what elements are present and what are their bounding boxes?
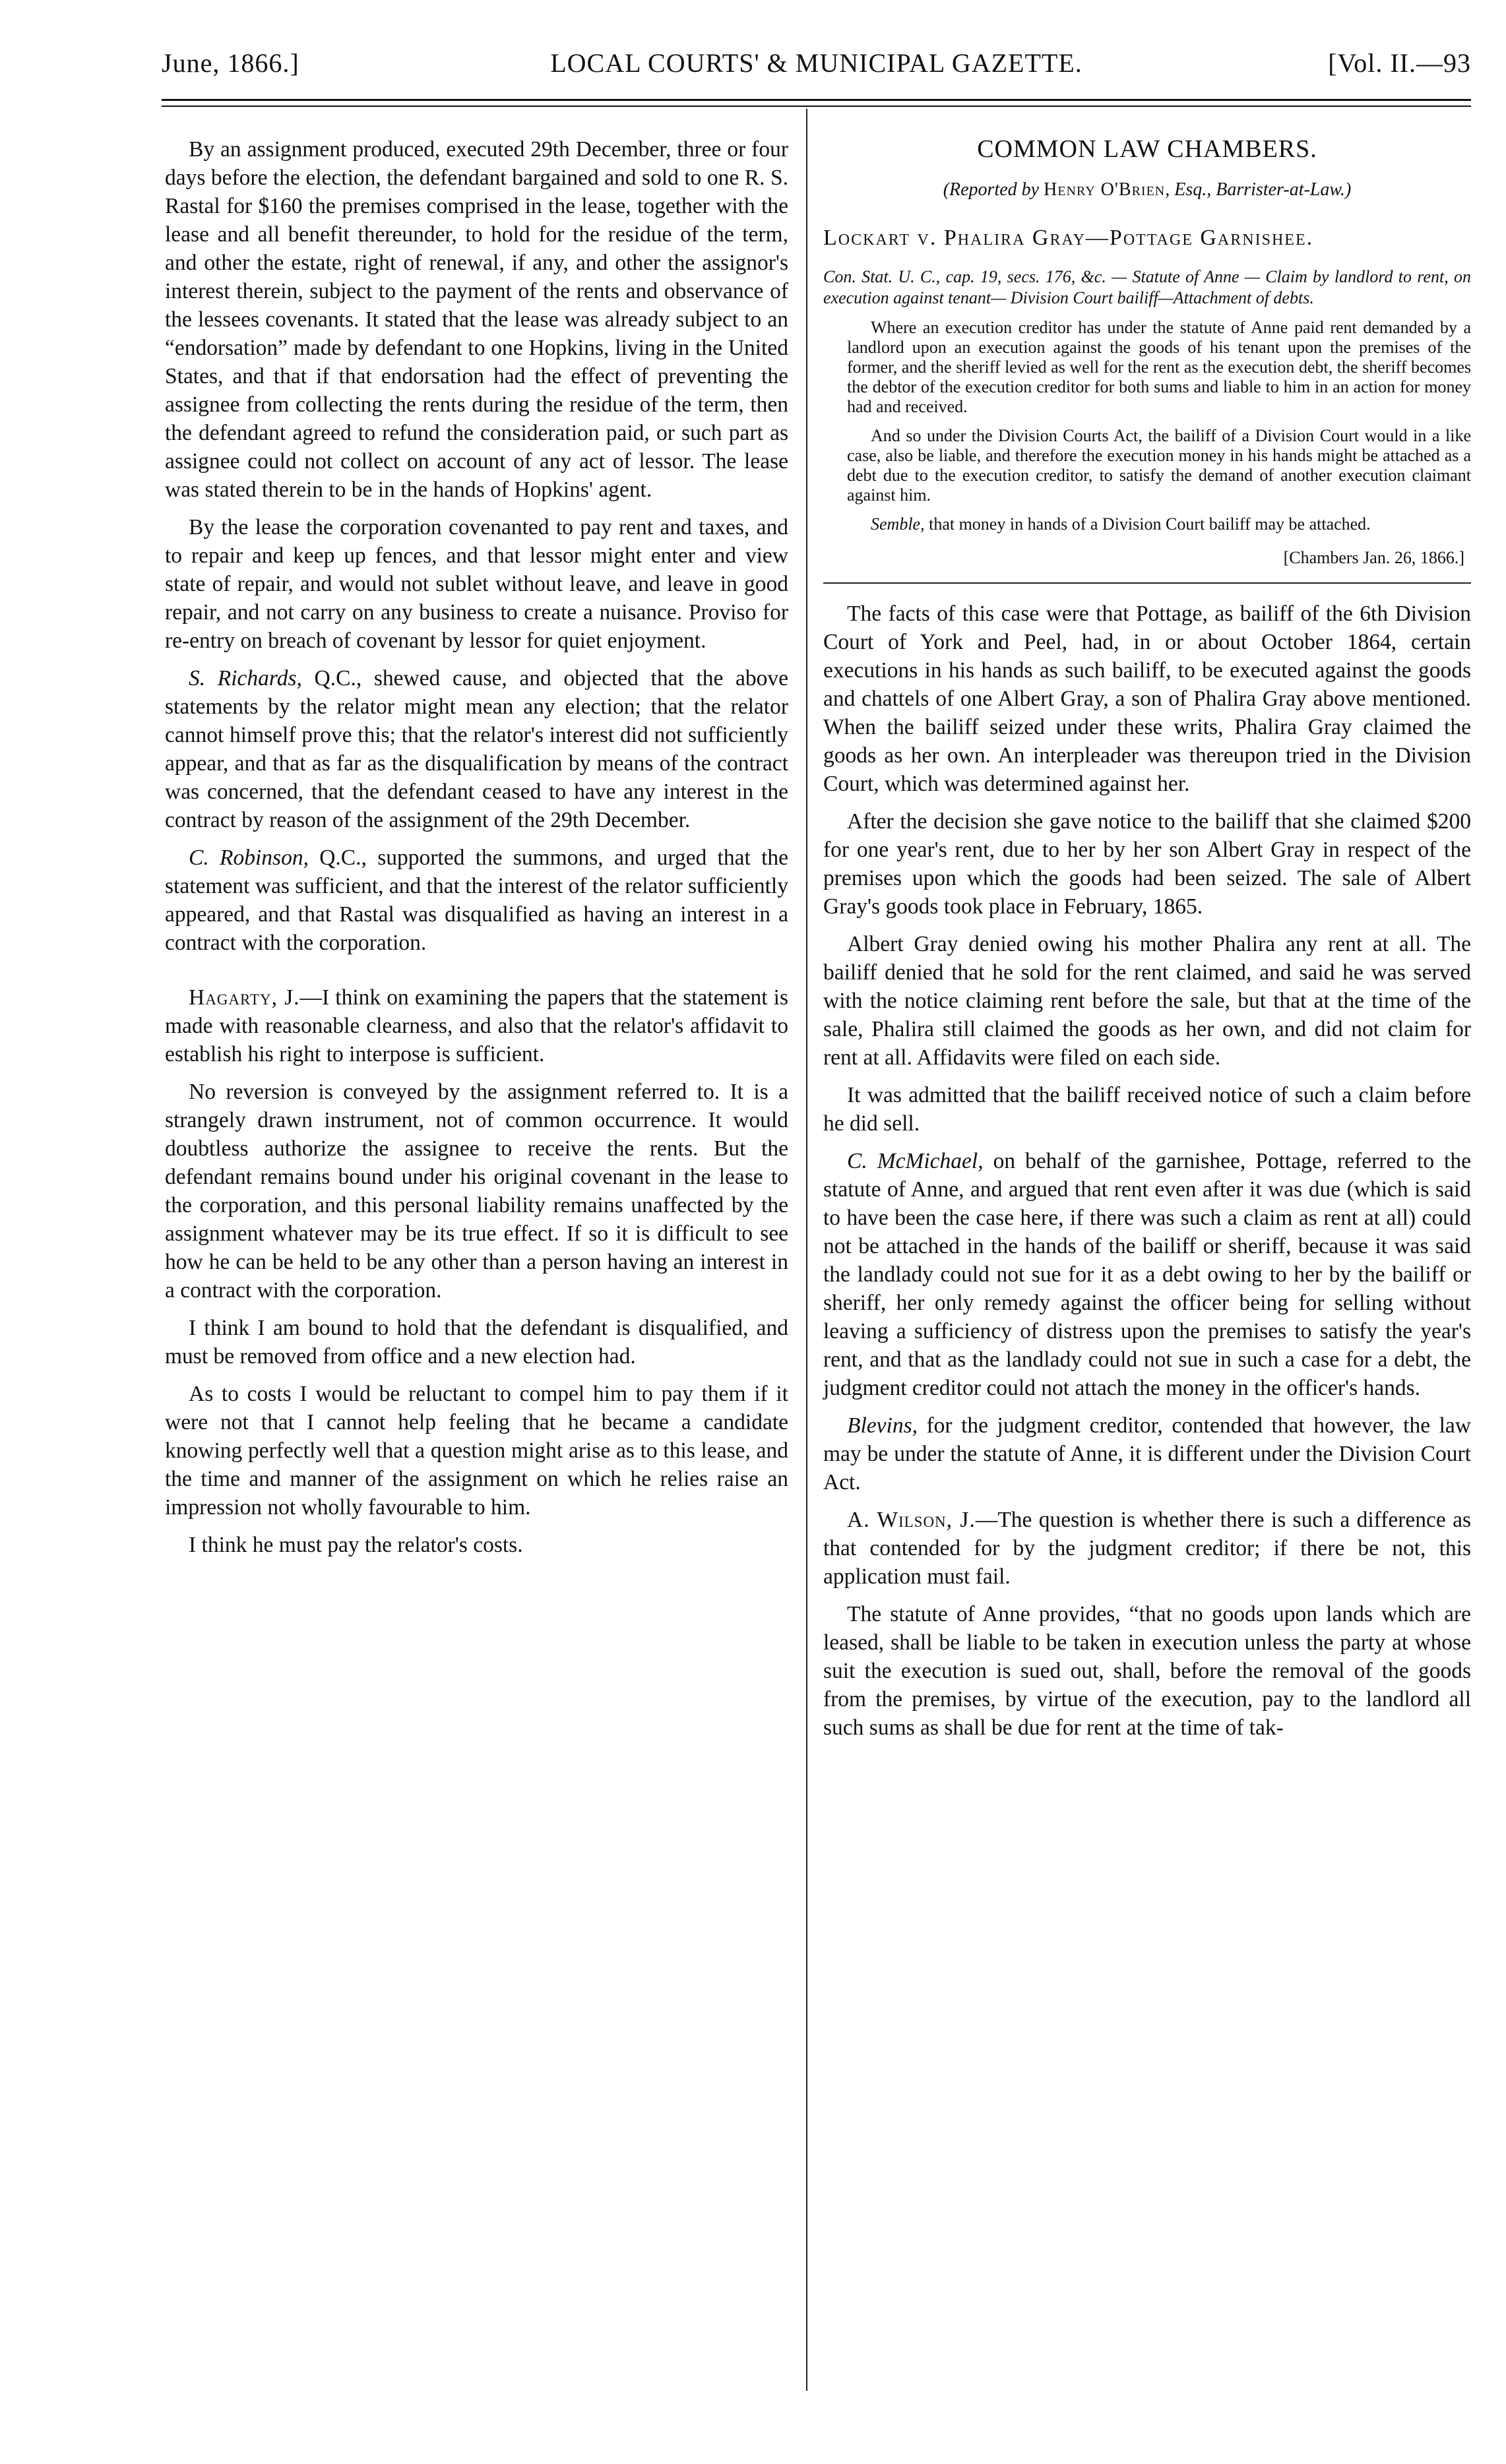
counsel-name: C. Robinson, <box>189 846 309 870</box>
paragraph-text: Q.C., supported the summons, and urged that the statement was sufficient, and that the interest of the relator sufficiently appeared, and that Rastal was disqualified as having an interest in a contract with the corporation. <box>165 846 789 955</box>
right-column <box>823 135 1471 1751</box>
counsel-name: Blevins, <box>847 1413 918 1438</box>
paragraph-statute-anne: The statute of Anne provides, “that no goods upon lands which are leased, shall be liable to be taken in execution unless the party at whose suit the execution is sued out, shall, before the removal of the goods from the premises, by virtue of the execution, pay to the landlord all such sums as shall be due for rent at the time of tak- <box>823 1602 1471 1740</box>
paragraph-disqualified: I think I am bound to hold that the defendant is disqualified, and must be removed from office and a new election had. <box>165 1316 788 1369</box>
paragraph-robinson-argument <box>165 844 788 957</box>
headnote-text: that money in hands of a Division Court bailiff may be attached. <box>924 514 1371 534</box>
headnote-2: And so under the Division Courts Act, the bailiff of a Division Court would in a like case, also be liable, and therefore the execution money in his hands might be attached as a debt due to the execution creditor, to satisfy the demand of another execution claimant against him. <box>847 426 1471 505</box>
reporter-name: Henry O'Brien <box>1044 179 1166 200</box>
paragraph-text: —I think on examining the papers that the statement is made with reasonable clearness, and also that the relator's affidavit to establish his right to interpose is sufficient. <box>165 985 788 1066</box>
paragraph-costs: As to costs I would be reluctant to compel him to pay them if it were not that I cannot help feeling that he became a candidate knowing perfectly well that a question might arise as to this lease, and the time and manner of the assignment on which he relies raise an impression not wholly favourable to him. <box>165 1382 788 1520</box>
paragraph-text: on behalf of the garnishee, Pottage, referred to the statute of Anne, and argued that rent even after it was due (which is said to have been the case here, if there was such a claim as rent at all) could not be attached in the hands of the bailiff or sheriff, because it was said the landlady could not sue for it as a debt owing to her by the bailiff or sheriff, her only remedy against the officer being for selling without leaving a sufficiency of distress upon the premises to satisfy the year's rent, and that as the landlady could not sue in such a case for a debt, the judgment creditor could not attach the money in the officer's hands. <box>823 1149 1471 1400</box>
paragraph-richards-argument <box>165 664 788 834</box>
headnote-lead: Semble, <box>871 514 925 534</box>
statute-note: Con. Stat. U. C., cap. 19, secs. 176, &c. — Statute of Anne — Claim by landlord to rent, on execution against tenant— Division Court bailiff—Attachment of debts. <box>823 267 1471 307</box>
section-title: COMMON LAW CHAMBERS. <box>977 135 1317 163</box>
paragraph-text: Q.C., shewed cause, and objected that the above statements by the relator might mean any election; that the relator cannot himself prove this; that the relator's interest did not sufficiently appear, and that as far as the disqualification by means of the contract was concerned, that the defendant ceased to have any interest in the contract by reason of the assignment of the 29th December. <box>165 666 788 832</box>
paragraph-rent-notice: After the decision she gave notice to the bailiff that she claimed $200 for one year's rent, due to her by her son Albert Gray in respect of the premises upon which the goods had been seized. The sale of Albert Gray's goods took place in February, 1865. <box>823 809 1471 919</box>
headnote-1: Where an execution creditor has under the statute of Anne paid rent demanded by a landlord upon an execution against the goods of his tenant upon the premises of the former, and the sheriff levied as well for the rent as the execution debt, the sheriff becomes the debtor of the execution creditor for both sums and liable to him in an action for money had and received. <box>847 318 1471 416</box>
reporter-prefix: (Reported by <box>943 179 1044 200</box>
paragraph-denial: Albert Gray denied owing his mother Phalira any rent at all. The bailiff denied that he sold for the rent claimed, and said he was served with the notice claiming rent before the sale, but that at the time of the sale, Phalira still claimed the goods as her own, and did not claim for rent at all. Affidavits were filed on each side. <box>823 932 1471 1070</box>
header-rule-thin <box>162 106 1471 107</box>
chambers-date: [Chambers Jan. 26, 1866.] <box>1283 548 1464 567</box>
spacer <box>165 966 788 983</box>
paragraph-assignment: By an assignment produced, executed 29th December, three or four days before the election, the defendant bargained and sold to one R. S. Rastal for $160 the premises comprised in the lease, together with the lease and all benefit thereunder, to hold for the residue of the term, and other the estate, right of renewal, if any, and other the assignor's interest therein, subject to the payment of the rents and observance of the lessees covenants. It stated that the lease was already subject to an “endorsation” made by defendant to one Hopkins, living in the United States, and that if that endorsation had the effect of preventing the assignee from collecting the rents during the residue of the term, then the defendant agreed to refund the consideration paid, or such part as assignee could not collect on account of any act of lessor. The lease was stated therein to be in the hands of Hopkins' agent. <box>165 137 788 502</box>
running-header <box>162 47 1471 87</box>
header-rule-thick <box>162 99 1471 101</box>
counsel-name: S. Richards, <box>189 666 302 691</box>
paragraph-admitted: It was admitted that the bailiff received notice of such a claim before he did sell. <box>823 1083 1471 1136</box>
counsel-name: C. McMichael, <box>847 1149 984 1173</box>
paragraph-lease-covenants: By the lease the corporation covenanted to pay rent and taxes, and to repair and keep up fences, and that lessor might enter and view state of repair, and would not sublet without leave, and leave in good repair, and not carry on any business to create a nuisance. Proviso for re-entry on breach of covenant by lessor for quiet enjoyment. <box>165 515 788 653</box>
paragraph-mcmichael-argument <box>823 1147 1471 1402</box>
section-separator <box>823 582 1471 584</box>
header-date: June, 1866.] <box>162 48 299 78</box>
paragraph-text: —The question is whether there is such a difference as that contended for by the judgment creditor; if there be not, this application must fail. <box>823 1508 1471 1589</box>
paragraph-no-reversion: No reversion is conveyed by the assignment referred to. It is a strangely drawn instrument, not of common occurrence. It would doubtless authorize the assignee to receive the rents. But the defendant remains bound under his original covenant in the lease to the corporation, and this personal liability remains unaffected by the assignment whatever may be its true effect. If so it is difficult to see how he can be held to be any other than a person having an interest in a contract with the corporation. <box>165 1080 788 1303</box>
paragraph-order-costs: I think he must pay the relator's costs. <box>189 1533 523 1557</box>
paragraph-facts: The facts of this case were that Pottage, as bailiff of the 6th Division Court of York and Peel, had, in or about October 1864, certain executions in his hands as such bailiff, to be executed against the goods and chattels of one Albert Gray, a son of Phalira Gray above mentioned. When the bailiff seized under these writs, Phalira Gray claimed the goods as her own. An interpleader was thereupon tried in the Division Court, which was determined against her. <box>823 601 1471 796</box>
header-publication-title: LOCAL COURTS' & MUNICIPAL GAZETTE. <box>550 48 1082 78</box>
column-divider <box>806 109 807 2391</box>
judge-name: A. Wilson, J. <box>847 1508 976 1532</box>
paragraph-text: for the judgment creditor, contended that however, the law may be under the statute of Anne, it is different under the Division Court Act. <box>823 1413 1471 1494</box>
left-column <box>165 135 788 1568</box>
reporter-line <box>823 175 1471 204</box>
headnote-3 <box>823 514 1471 534</box>
header-volume-page: [Vol. II.—93 <box>1328 48 1471 78</box>
judge-name: Hagarty, J. <box>189 985 300 1010</box>
paragraph-blevins-argument <box>823 1411 1471 1496</box>
case-title: Lockart v. Phalira Gray—Pottage Garnishee. <box>823 226 1314 250</box>
paragraph-wilson-judgment <box>823 1506 1471 1591</box>
paragraph-hagarty-judgment <box>165 983 788 1068</box>
reporter-suffix: , Esq., Barrister-at-Law.) <box>1165 179 1352 200</box>
